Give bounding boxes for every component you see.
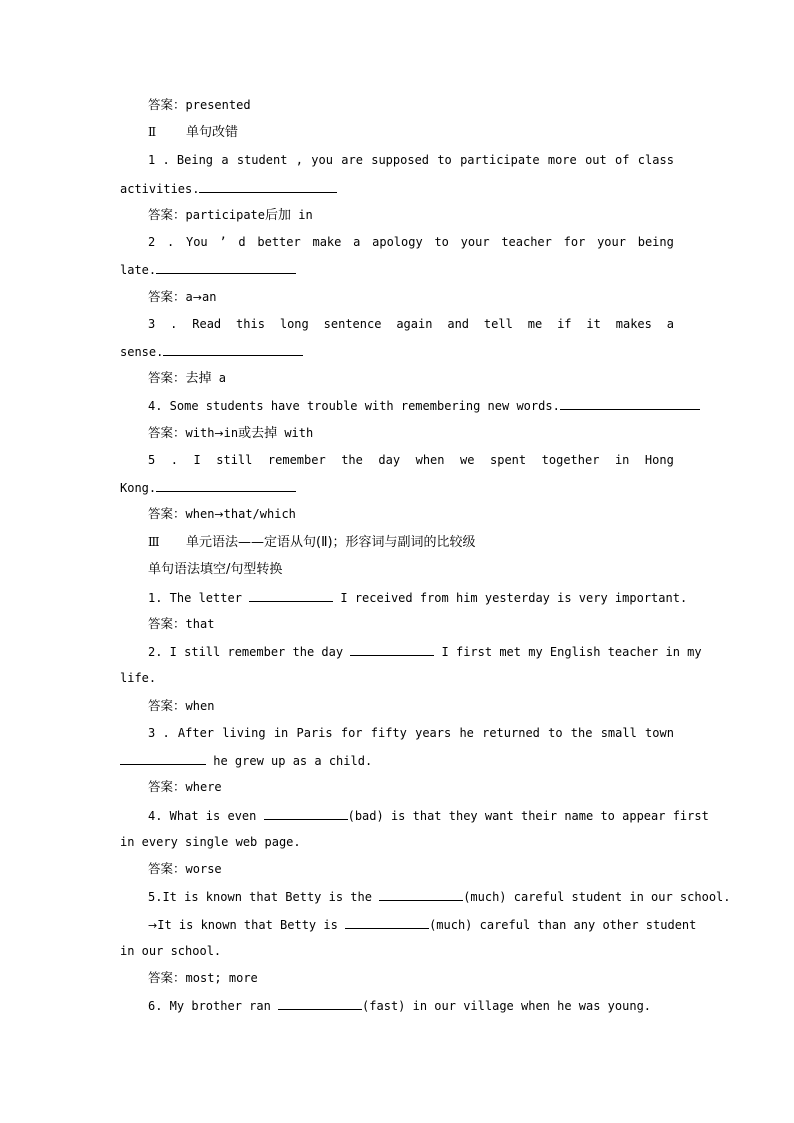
question-word: returned	[482, 726, 540, 740]
answer-label: 答案：	[148, 970, 186, 985]
question-word: 3	[148, 317, 156, 331]
question-word: of	[615, 153, 630, 167]
question-word: You	[185, 235, 208, 249]
answer-line	[148, 97, 251, 113]
answer-blank[interactable]	[163, 343, 303, 356]
question-text: I first met my English teacher in my	[434, 645, 702, 659]
answer-blank[interactable]	[278, 997, 362, 1010]
answer-label: 答案：	[148, 97, 186, 112]
answer-line	[148, 207, 313, 224]
question-word: a	[666, 317, 674, 331]
question-text: 4. What is even	[148, 809, 264, 823]
question-word: to	[437, 153, 452, 167]
question-word: it	[586, 317, 601, 331]
answer-line	[148, 425, 313, 442]
question-word: spent	[490, 453, 527, 467]
question-word: a	[221, 153, 229, 167]
question-word: to	[434, 235, 449, 249]
question-word: small	[600, 726, 637, 740]
answer-line	[148, 970, 258, 986]
answer-text: that	[185, 617, 215, 631]
question-word: teacher	[501, 235, 552, 249]
answer-text: when	[185, 699, 215, 713]
question-line	[148, 152, 674, 168]
answer-text: with	[185, 426, 215, 440]
question-word: Read	[192, 317, 222, 331]
question-word: your	[597, 235, 626, 249]
section-subtitle-text: 单句语法填空/句型转换	[148, 562, 283, 577]
question-word: in	[614, 453, 630, 467]
question-word: and	[447, 317, 470, 331]
question-text: activities.	[120, 182, 200, 196]
question-text: 6. My brother ran	[148, 999, 279, 1013]
section-title: 单元语法——定语从句(Ⅱ)；形容词与副词的比较级	[186, 535, 476, 550]
answer-text: most; more	[185, 971, 258, 985]
question-word: for	[340, 726, 363, 740]
question-word: again	[396, 317, 433, 331]
question-word: in	[273, 726, 289, 740]
question-word: make	[312, 235, 342, 249]
question-text: late.	[120, 263, 157, 277]
answer-line	[148, 506, 296, 523]
question-word: to	[548, 726, 563, 740]
question-word: the	[341, 453, 363, 467]
question-word: 5	[148, 453, 156, 467]
answer-blank[interactable]	[249, 589, 333, 602]
question-continuation	[120, 261, 296, 278]
answer-line	[148, 779, 222, 795]
question-text: (much) careful than any other student	[429, 918, 697, 932]
question-continuation	[120, 752, 372, 769]
question-text: 2. I still remember the day	[148, 645, 351, 659]
question-word: 2	[148, 235, 156, 249]
question-text: in every single web page.	[120, 835, 301, 849]
section-heading	[148, 124, 238, 141]
question-word: tell	[483, 317, 513, 331]
answer-blank[interactable]	[156, 261, 296, 274]
question-word: still	[216, 453, 253, 467]
answer-text: a	[185, 290, 193, 304]
question-word: .	[170, 453, 178, 467]
question-word: After	[177, 726, 215, 740]
question-word: participate	[460, 153, 540, 167]
answer-label: 答案：	[148, 861, 186, 876]
question-text: sense.	[120, 345, 164, 359]
section-subtitle	[148, 561, 282, 578]
answer-text: when	[185, 507, 215, 521]
question-word: more	[547, 153, 577, 167]
section-number: Ⅲ	[148, 535, 160, 549]
answer-line	[148, 370, 226, 387]
answer-text: participate	[185, 208, 265, 222]
arrow-icon: →	[192, 291, 202, 304]
question-word: you	[311, 153, 333, 167]
arrow-icon: →	[148, 919, 158, 932]
question-word: sentence	[323, 317, 382, 331]
question-line	[148, 316, 674, 332]
question-word: he	[459, 726, 474, 740]
question-word: makes	[615, 317, 652, 331]
question-text: I received from him yesterday is very important.	[333, 591, 688, 605]
section-number: Ⅱ	[148, 125, 157, 139]
question-word: I	[193, 453, 201, 467]
question-word: living	[222, 726, 266, 740]
question-word: Hong	[644, 453, 674, 467]
question-line	[148, 916, 696, 934]
question-text: in our school.	[120, 944, 222, 958]
answer-label: 答案：	[148, 779, 186, 794]
question-word: me	[527, 317, 543, 331]
question-text: he grew up as a child.	[206, 754, 373, 768]
question-text: It is known that Betty is	[157, 918, 346, 932]
question-line	[148, 807, 709, 824]
answer-text: where	[185, 780, 222, 794]
question-line	[148, 888, 731, 905]
answer-label: 答案：	[148, 289, 186, 304]
question-word: 1 . Being	[148, 153, 214, 167]
answer-blank[interactable]	[120, 752, 206, 765]
answer-label: 答案：	[148, 698, 186, 713]
question-word: town	[645, 726, 674, 740]
question-line	[148, 997, 651, 1014]
section-heading	[148, 534, 476, 551]
answer-line	[148, 289, 216, 306]
answer-text: in	[291, 208, 313, 222]
question-continuation	[120, 943, 221, 959]
question-text: (much) careful student in our school.	[463, 890, 731, 904]
question-continuation	[120, 479, 296, 496]
question-text: 4. Some students have trouble with remembering new words.	[148, 399, 560, 413]
question-word: your	[460, 235, 490, 249]
question-word: day	[378, 453, 401, 467]
question-word: apology	[372, 235, 423, 249]
question-word: fifty	[370, 726, 407, 740]
question-word: remember	[267, 453, 326, 467]
question-continuation	[120, 343, 303, 360]
answer-line	[148, 616, 214, 632]
answer-text: a	[211, 371, 226, 385]
question-word: for	[563, 235, 586, 249]
answer-line	[148, 861, 222, 877]
answer-text-zh: 后加	[265, 208, 292, 223]
answer-blank[interactable]	[350, 643, 434, 656]
arrow-icon: →	[214, 508, 224, 521]
section-title: 单句改错	[186, 125, 239, 140]
answer-text: with	[277, 426, 314, 440]
question-word: long	[279, 317, 309, 331]
question-text: life.	[120, 671, 157, 685]
question-word: together	[541, 453, 600, 467]
question-continuation	[120, 670, 156, 686]
question-word: years	[415, 726, 452, 740]
question-word: when	[415, 453, 445, 467]
question-word: ,	[295, 153, 303, 167]
answer-text: presented	[185, 98, 251, 112]
question-word: d	[238, 235, 246, 249]
question-word: being	[637, 235, 674, 249]
question-word: ’	[219, 235, 227, 249]
answer-label: 答案：	[148, 370, 186, 385]
answer-blank[interactable]	[199, 180, 337, 193]
question-word: we	[460, 453, 475, 467]
question-line	[148, 452, 674, 468]
answer-line	[148, 698, 214, 714]
question-word: student	[236, 153, 288, 167]
arrow-icon: →	[214, 427, 224, 440]
answer-text: that/which	[223, 507, 296, 521]
answer-blank[interactable]	[560, 397, 700, 410]
answer-label: 答案：	[148, 506, 186, 521]
question-line	[148, 643, 702, 660]
question-continuation	[120, 834, 301, 850]
question-word: class	[637, 153, 674, 167]
question-word: Paris	[296, 726, 333, 740]
answer-text: an	[201, 290, 217, 304]
question-word: out	[585, 153, 607, 167]
question-text: (fast) in our village when he was young.	[362, 999, 652, 1013]
answer-label: 答案：	[148, 207, 186, 222]
answer-text-zh: 去掉	[185, 371, 212, 386]
question-word: better	[257, 235, 301, 249]
answer-blank[interactable]	[156, 479, 296, 492]
answer-blank[interactable]	[379, 888, 463, 901]
question-word: the	[570, 726, 593, 740]
question-line	[148, 397, 700, 414]
question-word: .	[170, 317, 178, 331]
question-text: (bad) is that they want their name to appear first	[347, 809, 709, 823]
question-word: this	[236, 317, 265, 331]
question-word: supposed	[371, 153, 430, 167]
answer-text: in	[223, 426, 239, 440]
question-line	[148, 589, 687, 606]
question-continuation	[120, 180, 337, 197]
question-text: 5.It is known that Betty is the	[148, 890, 380, 904]
answer-label: 答案：	[148, 616, 186, 631]
answer-label: 答案：	[148, 425, 186, 440]
question-word: if	[557, 317, 572, 331]
question-word: 3 .	[148, 726, 170, 740]
question-word: are	[341, 153, 363, 167]
question-text: Kong.	[120, 481, 157, 495]
answer-text-zh: 或去掉	[238, 426, 278, 441]
question-word: .	[166, 235, 175, 249]
question-line	[148, 725, 674, 741]
answer-text: worse	[185, 862, 222, 876]
answer-blank[interactable]	[345, 916, 429, 929]
question-line	[148, 234, 674, 250]
question-word: a	[353, 235, 361, 249]
answer-blank[interactable]	[264, 807, 348, 820]
question-text: 1. The letter	[148, 591, 250, 605]
